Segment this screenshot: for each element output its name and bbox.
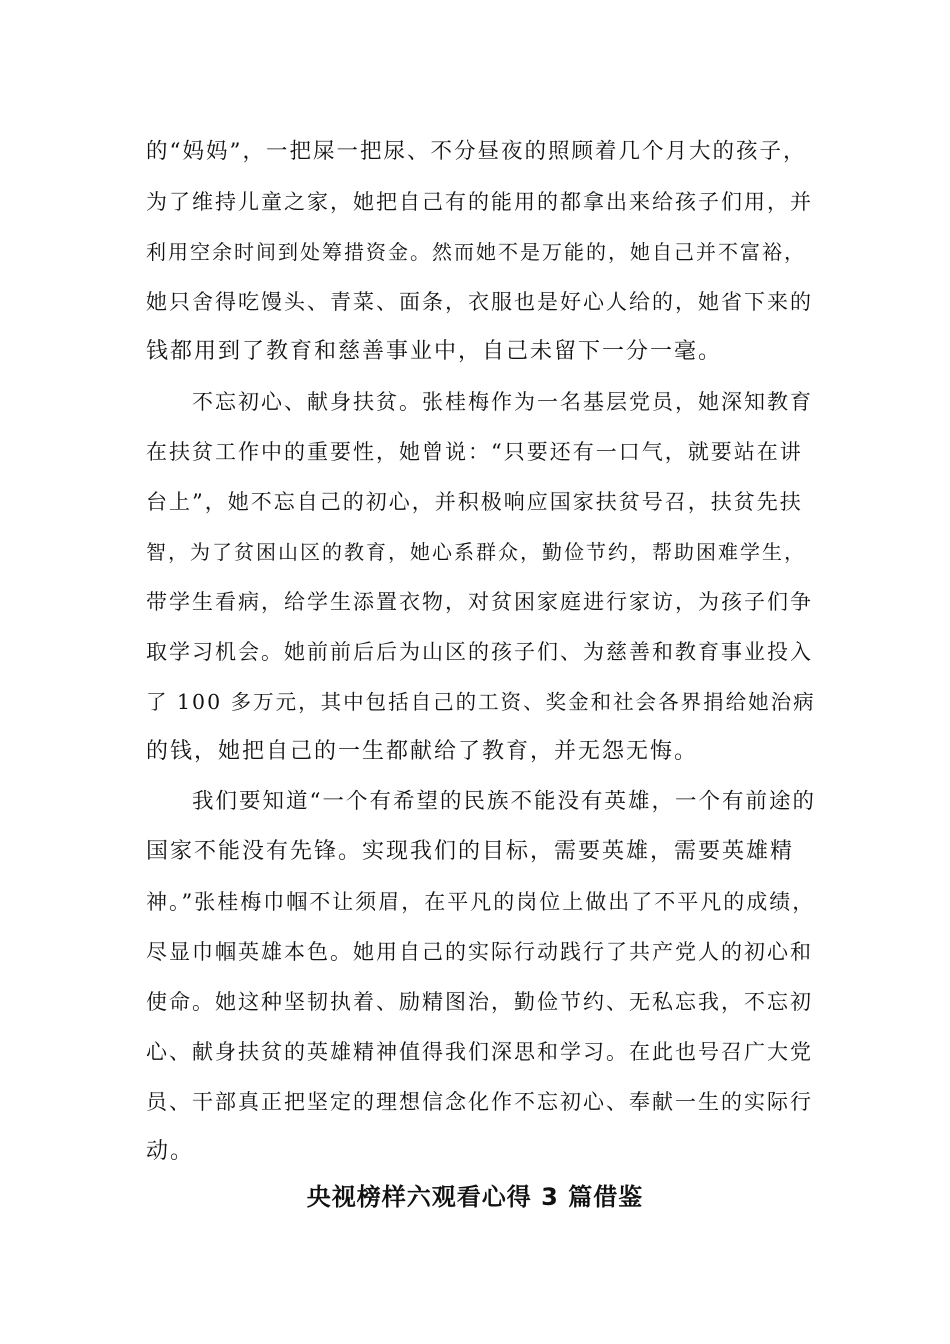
text-line: 智，为了贫困山区的教育，她心系群众，勤俭节约，帮助困难学生， <box>146 540 806 564</box>
text-line: 的“妈妈”，一把屎一把尿、不分昼夜的照顾着几个月大的孩子， <box>146 139 807 164</box>
text-line: 在扶贫工作中的重要性，她曾说：“只要还有一口气，就要站在讲 <box>146 440 803 464</box>
text-line: 神。”张桂梅巾帼不让须眉，在平凡的岗位上做出了不平凡的成绩， <box>146 890 816 914</box>
text-line: 员、干部真正把坚定的理想信念化作不忘初心、奉献一生的实际行 <box>146 1090 813 1114</box>
text-line: 使命。她这种坚韧执着、励精图治，勤俭节约、无私忘我，不忘初 <box>146 990 813 1014</box>
text-line: 取学习机会。她前前后后为山区的孩子们、为慈善和教育事业投入 <box>146 640 813 664</box>
text-line: 尽显巾帼英雄本色。她用自己的实际行动践行了共产党人的初心和 <box>146 940 813 964</box>
text-line: 国家不能没有先锋。实现我们的目标，需要英雄，需要英雄精 <box>146 839 795 864</box>
text-line: 为了维持儿童之家，她把自己有的能用的都拿出来给孩子们用，并 <box>146 190 813 214</box>
text-line: 我们要知道“一个有希望的民族不能没有英雄，一个有前途的 <box>192 789 816 814</box>
section-heading: 央视榜样六观看心得 3 篇借鉴 <box>306 1183 644 1211</box>
text-line: 动。 <box>146 1139 195 1164</box>
text-line: 利用空余时间到处筹措资金。然而她不是万能的，她自己并不富裕， <box>146 240 806 264</box>
paragraph-3 <box>146 777 816 1177</box>
text-line: 的钱，她把自己的一生都献给了教育，并无怨无悔。 <box>146 739 699 764</box>
document-body <box>146 127 816 1177</box>
text-line: 钱都用到了教育和慈善事业中，自己未留下一分一毫。 <box>146 339 723 364</box>
paragraph-1 <box>146 127 816 377</box>
text-line: 不忘初心、献身扶贫。张桂梅作为一名基层党员，她深知教育 <box>192 390 813 414</box>
paragraph-2 <box>146 377 816 777</box>
text-line: 台上”，她不忘自己的初心，并积极响应国家扶贫号召，扶贫先扶 <box>146 490 803 514</box>
text-line: 了 100 多万元，其中包括自己的工资、奖金和社会各界捐给她治病 <box>146 690 816 714</box>
text-line: 心、献身扶贫的英雄精神值得我们深思和学习。在此也号召广大党 <box>146 1040 813 1064</box>
text-line: 带学生看病，给学生添置衣物，对贫困家庭进行家访，为孩子们争 <box>146 590 813 614</box>
text-line: 她只舍得吃馒头、青菜、面条，衣服也是好心人给的，她省下来的 <box>146 290 813 314</box>
